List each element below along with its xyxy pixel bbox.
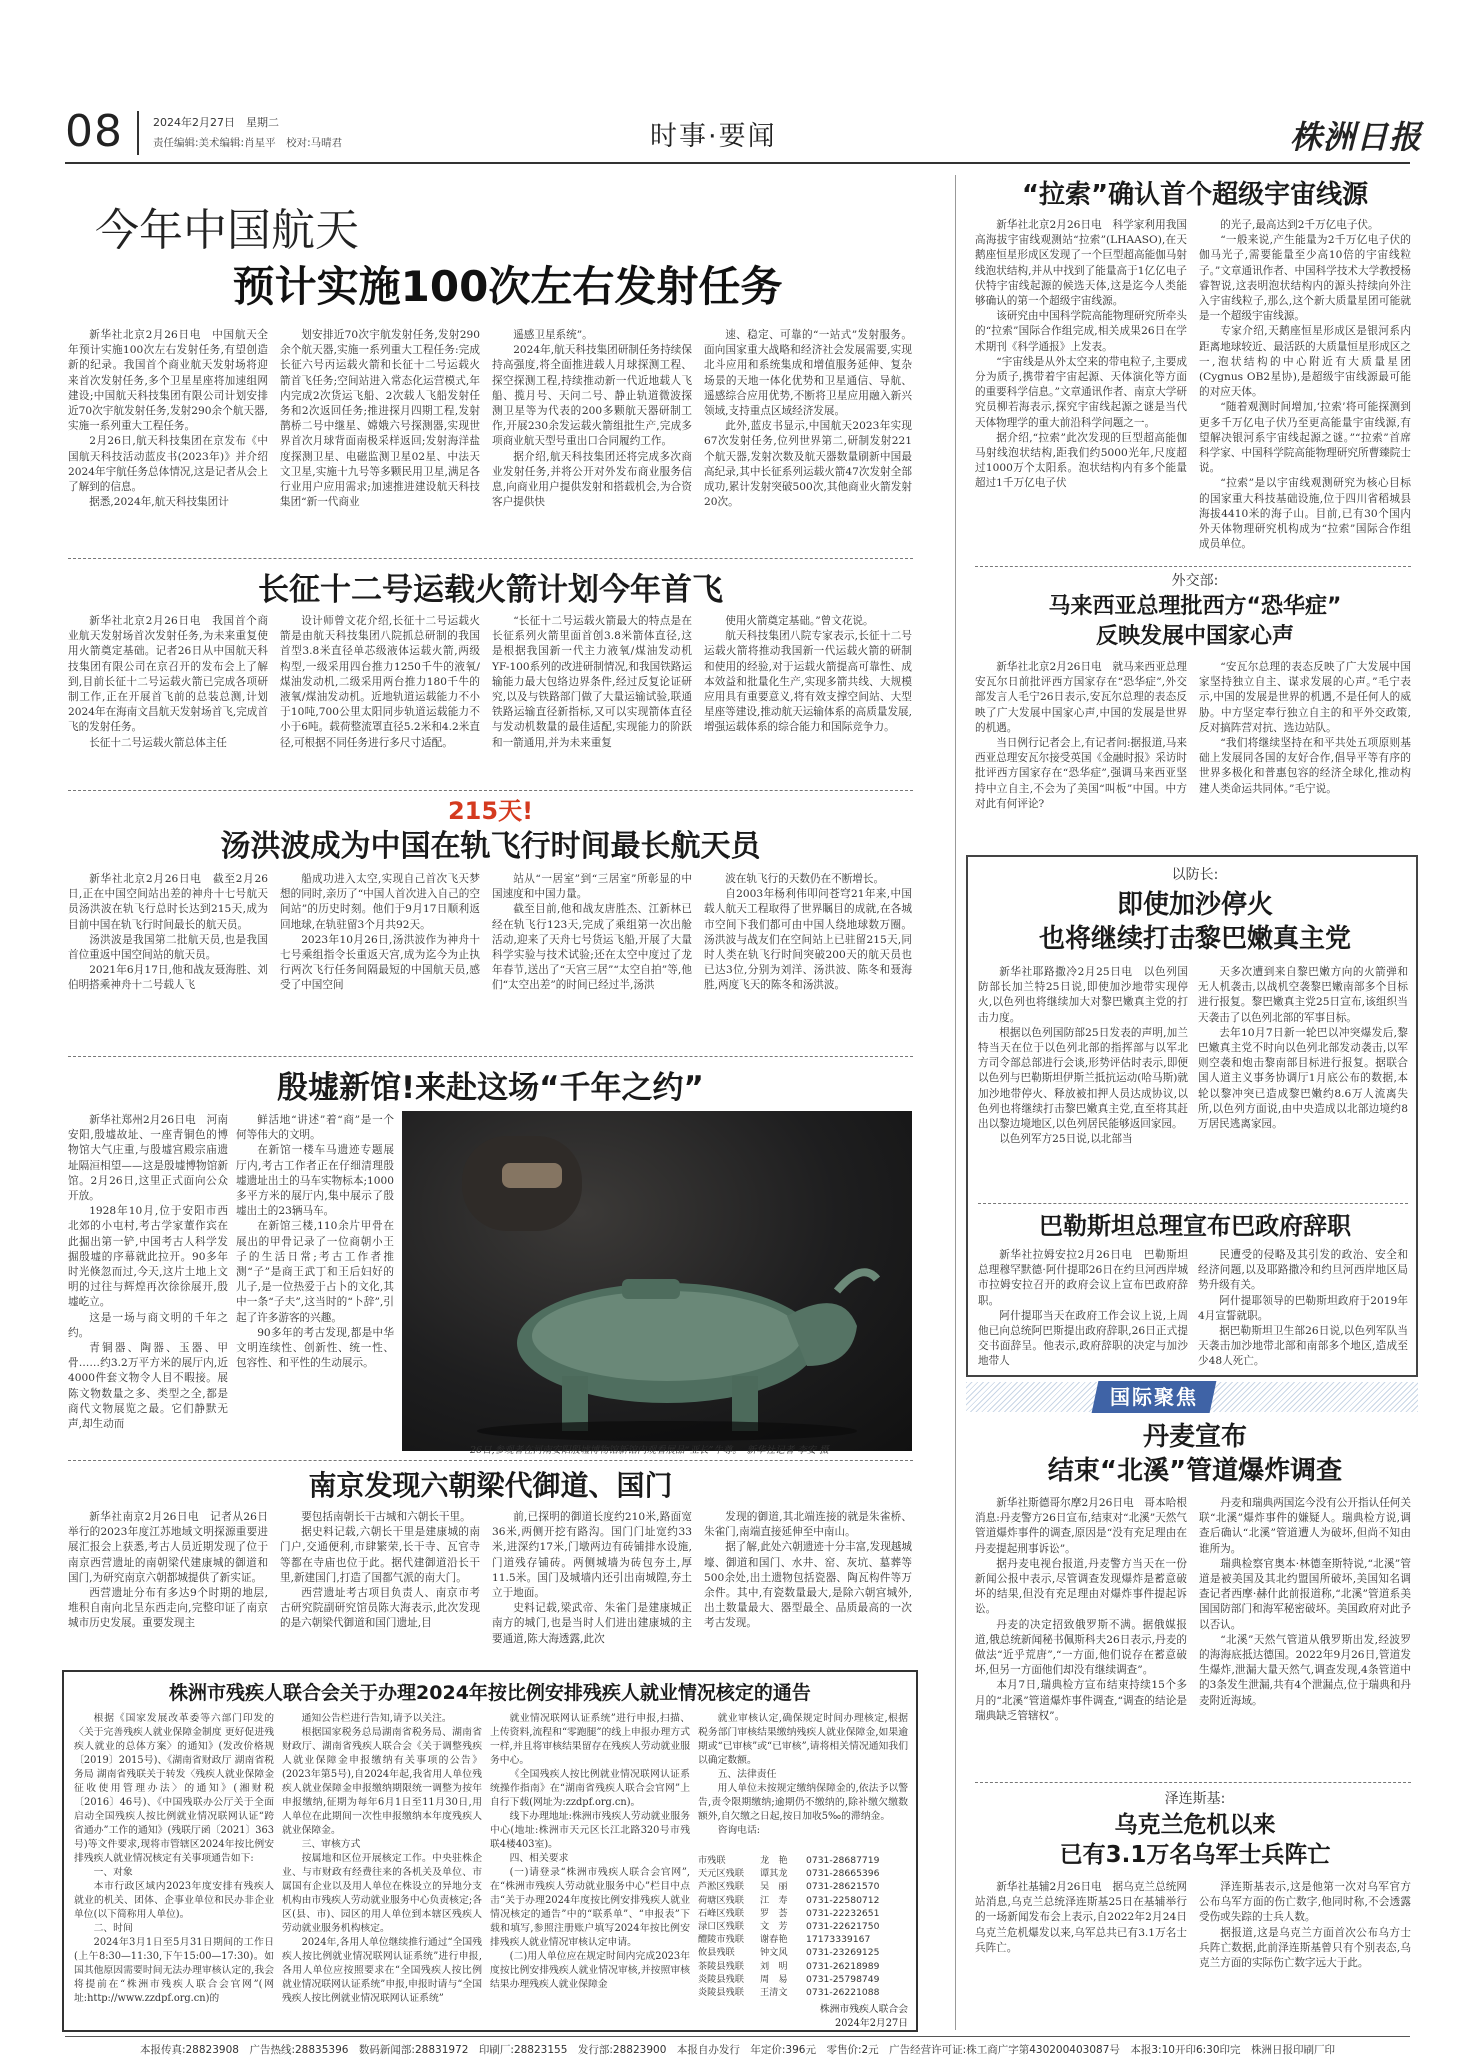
yinxu-title: 殷墟新馆!来赴这场“千年之约”	[277, 1070, 704, 1106]
malaysia-col-2: “安瓦尔总理的表态反映了广大发展中国家坚持独立自主、谋求发展的心声。”毛宁表示,中国的发展是世界的机遇,不是任何人的威胁。中方坚定奉行独立自主的和平外交政策,反对搞阵营对抗、选边站队。 “我们将继续坚持在和平共处五项原则基础上发展同各国的友好合作,倡导平等有序的世界多极化和普惠包容的经济全球化,推动构建人类命运共同体。”毛宁说。	[1199, 661, 1411, 795]
nanjing-title: 南京发现六朝梁代御道、国门	[308, 1469, 673, 1502]
contact-dept: 炎陵县残联	[698, 1987, 744, 1999]
tang-col-4: 波在轨飞行的天数仍在不断增长。 自2003年杨利伟叩问苍穹21年来,中国载人航天工程取得了世界瞩目的成就,在各城市空间下我们都可由中国人绕地球数万圈。汤洪波与战友们在空间站上已驻留215天,同时人类在轨飞行时间突破200天的航天员也已达3位,分别为刘洋、汤洪波、陈冬和聂海胜,两度飞天的陈冬和汤洪波。	[704, 873, 912, 992]
contact-row	[698, 1986, 908, 1999]
lebanon-col-1: 新华社耶路撒冷2月25日电 以色列国防部长加兰特25日说,即使加沙地带实现停火,以色列也将继续加大对黎巴嫩真主党的打击力度。 根据以色列国防部25日发表的声明,加兰特当天在位于以色列北部的指挥部与以军北方司令部总部进行会谈,形势评估时表示,即便以色列与巴勒斯坦伊斯兰抵抗运动(哈马斯)就加沙地带停火、释放被扣押人员达成协议,以色列也将继续打击黎巴嫩真主党,直至将其赶出以黎边境地区,以色列居民能够返回家园。 以色列军方25日说,以北部当	[978, 966, 1188, 1146]
space-col-4: 速、稳定、可靠的“一站式”发射服务。面向国家重大战略和经济社会发展需要,实现北斗应用和系统集成和增值服务延伸、复杂场景的天地一体化优势和卫星通信、导航、遥感综合应用优势,不断将卫星应用融入新兴领域,支持重点区域经济发展。 此外,蓝皮书显示,中国航天2023年实现67次发射任务,位列世界第二,研制发射221个航天器,发射次数及航天器数量刷新中国最高纪录,其中长征系列运载火箭47次发射全部成功,累计发射突破500次,其他商业火箭发射20次。	[704, 329, 912, 509]
yinxu-col-1: 新华社郑州2月26日电 河南安阳,殷墟故址、一座青铜色的博物馆大气庄重,与殷墟宫殿宗庙遗址隔洹相望——这是殷墟博物馆新馆。2月26日,这里正式面向公众开放。 1928年10月,位于安阳市西北郊的小屯村,考古学家董作宾在此掘出第一铲,中国考古人科学发掘殷墟的序幕就此拉开。90多年时光倏忽而过,今天,这片土地上文明的过往与辉煌再次徐徐展开,殷墟屹立。 这是一场与商文明的千年之约。 青铜器、陶器、玉器、甲骨……约3.2万平方米的展厅内,近4000件套文物令人目不暇接。展陈文物数量之多、类型之全,都是商代文物展览之最。它们静默无声,却生动而	[68, 1114, 228, 1431]
ukraine-col-2: 泽连斯基表示,这是他第一次对乌军官方公布乌军方面的伤亡数字,他同时称,不会透露受伤或失踪的士兵人数。 据报道,这是乌克兰方面首次公布乌方士兵阵亡数据,此前泽连斯基曾只有个别表态,乌克兰方面的实际伤亡数字远大于此。	[1199, 1881, 1411, 1970]
yinxu-caption: 26日,参观者在河南安阳殷墟博物馆新馆内观看展品“亚长”牛尊。 新华社记者 李安 摄	[470, 1445, 829, 1456]
contact-dept: 攸县残联	[698, 1947, 735, 1959]
contact-dept: 天元区残联	[698, 1868, 744, 1880]
lasso-col-1: 新华社北京2月26日电 科学家利用我国高海拔宇宙线观测站“拉索”(LHAASO),在天鹅座恒星形成区发现了一个巨型超高能伽马射线泡状结构,并从中找到了能量高于1亿亿电子伏特宇宙线起源的候选天体,这是迄今人类能够确认的第一个超级宇宙线源。 该研究由中国科学院高能物理研究所牵头的“拉索”国际合作组完成,相关成果26日在学术期刊《科学通报》上发表。 “宇宙线是从外太空来的带电粒子,主要成分为质子,携带着宇宙起源、天体演化等方面的重要科学信息。”文章通讯作者、南京大学研究员柳若海表示,探究宇宙线起源之谜是当代天体物理学的重大前沿科学问题之一。 据介绍,“拉索”此次发现的巨型超高能伽马射线泡状结构,距我们约5000光年,尺度超过1000万个太阳系。泡状结构内有多个能量超过1千万亿电子伏	[975, 219, 1187, 490]
space-col-3: 遥感卫星系统”。 2024年,航天科技集团研制任务持续保持高强度,将全面推进载人月球探测工程、探空探测工程,持续推动新一代近地载人飞船、揽月号、天问二号、静止轨道微波探测卫星等为代表的200多颗航天器研制工作,开展230余发运载火箭组批生产,完成多项商业航天型号重出口合同履约工作。 据介绍,航天科技集团还将完成多次商业发射任务,并将公开对外发布商业服务信息,向商业用户提供发射和搭载机会,为合资客户提供快	[492, 329, 692, 509]
divider	[975, 566, 1411, 567]
lm12-col-1: 新华社北京2月26日电 我国首个商业航天发射场首次发射任务,为未来重复使用火箭奠定基础。记者26日从中国航天科技集团有限公司在京召开的发布会上了解到,目前长征十二号运载火箭已完成各项研制工作,正在开展首飞前的总装总测,计划2024年在海南文昌航天发射场首飞,完成首飞的发射任务。 长征十二号运载火箭总体主任	[68, 615, 268, 749]
malaysia-title-1: 马来西亚总理批西方“恐华症”	[1048, 594, 1342, 619]
header-divider	[137, 111, 139, 155]
lebanon-kicker: 以防长:	[1171, 867, 1219, 883]
footer-rule	[65, 2036, 1410, 2037]
contact-name: 罗 荟	[760, 1907, 788, 1919]
contact-row	[698, 1880, 908, 1893]
contact-dept: 渌口区残联	[698, 1921, 744, 1933]
denmark-col-2: 丹麦和瑞典两国迄今没有公开指认任何关联“北溪”爆炸事件的嫌疑人。瑞典检方说,调查后确认“北溪”管道遭人为破坏,但尚不知由谁所为。 瑞典检察官奥本·林德奎斯特说,“北溪”管道是被美国及其北约盟国所破坏,美国知名调查记者西摩·赫什此前报道称,“北溪”管道系美国国防部门和海军秘密破坏。美国政府对此予以否认。 “北溪”天然气管道从俄罗斯出发,经波罗的海海底抵达德国。2022年9月26日,管道发生爆炸,泄漏大量天然气,调查发现,4条管道中的3条发生泄漏,共有4个泄漏点,位于瑞典和丹麦附近海域。	[1199, 1497, 1411, 1707]
contact-dept: 醴陵市残联	[698, 1934, 744, 1946]
header-date: 2024年2月27日 星期二	[153, 116, 279, 129]
contact-phone: 0731-25798749	[806, 1973, 880, 1985]
contact-dept: 茶陵县残联	[698, 1960, 744, 1972]
contact-phone: 0731-23269125	[806, 1947, 880, 1959]
contact-phone: 0731-22232651	[806, 1907, 880, 1919]
ukraine-title-1: 乌克兰危机以来	[1114, 1812, 1276, 1838]
contact-name: 周 易	[760, 1973, 788, 1985]
notice-signature: 株洲市残疾人联合会	[819, 2004, 908, 2016]
contact-phone: 0731-28621570	[806, 1881, 880, 1893]
tang-col-1: 新华社北京2月26日电 截至2月26日,正在中国空间站出差的神舟十七号航天员汤洪波在轨飞行总时长达到215天,成为目前中国在轨飞行时间最长的航天员。 汤洪波是我国第二批航天员,也是我国首位重返中国空间站的航天员。 2021年6月17日,他和战友聂海胜、刘伯明搭乘神舟十二号载人飞	[68, 873, 268, 992]
contact-row	[698, 1933, 908, 1946]
lasso-title: “拉索”确认首个超级宇宙线源	[1021, 180, 1369, 210]
ukraine-col-1: 新华社基辅2月26日电 据乌克兰总统网站消息,乌克兰总统泽连斯基25日在基辅举行的一场新闻发布会上表示,自2022年2月24日乌克兰危机爆发以来,乌军总共已有3.1万名士兵阵亡。	[975, 1881, 1187, 1954]
malaysia-kicker: 外交部:	[1171, 573, 1219, 589]
nanjing-col-1: 新华社南京2月26日电 记者从26日举行的2023年度江苏地域文明探源重要进展汇报会上获悉,考古人员近期发现了位于南京西营遗址的南朝梁代建康城的御道和国门,为研究南京六朝都城提供了新实证。 西营遗址分布有多达9个时期的地层,堆积自南向北呈东西走向,完整印证了南京城市历史发展。重要发现主	[68, 1511, 268, 1630]
contact-dept: 炎陵县残联	[698, 1973, 744, 1985]
notice-col-4-text: 就业审核认定,确保规定时间办理核定,根据税务部门审核结果缴纳残疾人就业保障金,如果逾期或“已审核”或“已审核”,请将相关情况通知我们以确定数额。 五、法律责任 用人单位未按规定缴纳保障金的,依法予以警告,责令限期缴纳;逾期仍不缴纳的,除补缴欠缴数额外,自欠缴之日起,按日加收5‰的滞纳金。 咨询电话:	[698, 1713, 908, 1836]
tang-title: 汤洪波成为中国在轨飞行时间最长航天员	[220, 829, 761, 864]
contact-name: 王清文	[760, 1987, 788, 1999]
header-rule	[65, 162, 1410, 164]
contact-name: 文 芳	[760, 1921, 788, 1933]
contact-phone: 0731-22621750	[806, 1921, 880, 1933]
denmark-title-1: 丹麦宣布	[1142, 1422, 1247, 1452]
space-title-1: 今年中国航天	[95, 205, 359, 256]
contact-row	[698, 1946, 908, 1959]
ukraine-kicker: 泽连斯基:	[1164, 1791, 1226, 1807]
contact-name: 吴 丽	[760, 1881, 788, 1893]
contact-row	[698, 1920, 908, 1933]
divider	[68, 790, 913, 791]
contact-dept: 芦淞区残联	[698, 1881, 744, 1893]
lebanon-title-2: 也将继续打击黎巴嫩真主党	[1038, 924, 1351, 954]
contact-phone: 17173339167	[806, 1934, 871, 1946]
header-editors: 责任编辑:美术编辑:肖星平 校对:马晴君	[153, 137, 343, 149]
yinxu-col-2: 鲜活地“讲述”着“商”是一个何等伟大的文明。 在新馆一楼车马遗迹专题展厅内,考古工作者正在仔细清理殷墟遗址出土的马车实物标本;1000多平方米的展厅内,集中展示了殷墟出土的23辆马车。 在新馆三楼,110余片甲骨在展出的甲骨记录了一位商朝小王子的生活日常;考古工作者推测“子”是商王武丁和王后妇好的儿子,是一位热爱于占卜的文化,其中一条“子夫”,这当时的“卜辞”,引起了许多游客的兴趣。 90多年的考古发现,都是中华文明连续性、创新性、统一性、包容性、和平性的生动展示。	[236, 1114, 394, 1370]
contact-row	[698, 1854, 908, 1867]
lm12-col-4: 使用火箭奠定基础。”曾文花说。 航天科技集团八院专家表示,长征十二号运载火箭将推动我国新一代运载火箭的研制和使用的经验,对于运载火箭提高可靠性、成本效益和批量化生产,实现多箭共线、大规模应用具有重要意义,将有效支撑空间站、大型星座等建设,推动航天运输体系的高质量发展,增强运载体系的综合能力和国际竞争力。	[704, 615, 912, 734]
palestine-col-1: 新华社拉姆安拉2月26日电 巴勒斯坦总理穆罕默德·阿什提耶26日在约旦河西岸城市拉姆安拉召开的政府会议上宣布巴政府辞职。 阿什提耶当天在政府工作会议上说,上周他已向总统阿巴斯提出政府辞职,26日正式提交书面辞呈。他表示,政府辞职的决定与加沙地带人	[978, 1249, 1188, 1368]
contact-phone: 0731-28687719	[806, 1855, 880, 1866]
divider	[68, 1056, 913, 1057]
lebanon-col-2: 天多次遭到来自黎巴嫩方向的火箭弹和无人机袭击,以战机空袭黎巴嫩南部多个目标进行报复。黎巴嫩真主党25日宣布,该组织当天袭击了以色列北部的军事目标。 去年10月7日新一轮巴以冲突爆发后,黎巴嫩真主党不时向以色列北部发动袭击,以军则空袭和炮击黎南部目标进行报复。据联合国人道主义事务协调厅1月底公布的数据,本轮以黎冲突已造成黎巴嫩约8.6万人流离失所,以色列方面说,由中央造成以北部边境约8万居民逃离家园。	[1198, 966, 1408, 1131]
nanjing-col-3: 前,已探明的御道长度约210米,路面宽36米,两侧开挖有路沟。国门门址宽约33米,进深约17米,门墩两边有砖铺排水设施,门道残存铺砖。两侧城墙为砖包夯土,厚11.5米。国门及城墙内还引出南城隍,夯土立于地面。 史料记载,梁武帝、朱雀门是建康城正南方的城门,也是当时人们进出建康城的主要通道,陈大海透露,此次	[492, 1511, 692, 1645]
malaysia-col-1: 新华社北京2月26日电 就马来西亚总理安瓦尔日前批评西方国家存在“恐华症”,外交部发言人毛宁26日表示,安瓦尔总理的表态反映了广大发展中国家心声,中国的发展是世界的机遇。 当日例行记者会上,有记者问:据报道,马来西亚总理安瓦尔接受英国《金融时报》采访时批评西方国家存在“恐华症”,强调马来西亚坚持中立自主,不会为了美国“叫板”中国。中方对此有何评论?	[975, 661, 1187, 810]
nanjing-col-4: 发现的御道,其北端连接的就是朱雀桥、朱雀门,南端直接延伸至中南山。 据了解,此处六朝遗迹十分丰富,发现越城壕、御道和国门、水井、窑、灰坑、墓葬等500余处,出土遗物包括瓷器、陶瓦构件等万余件。其中,有瓷数量最大,是除六朝宫城外,出土数量最大、器型最全、品质最高的一次考古发现。	[704, 1511, 912, 1630]
notice-title: 株洲市残疾人联合会关于办理2024年按比例安排残疾人就业情况核定的通告	[169, 1682, 811, 1704]
column-divider	[955, 175, 956, 2030]
denmark-col-1: 新华社斯德哥尔摩2月26日电 哥本哈根消息:丹麦警方26日宣布,结束对“北溪”天然气管道爆炸事件的调查,原因是“没有充足理由在丹麦提起刑事诉讼”。 据丹麦电视台报道,丹麦警方当天在一份新闻公报中表示,尽管调查发现爆炸是蓄意破坏的结果,但没有充足理由对爆炸事件提起诉讼。 丹麦的决定招致俄罗斯不满。据俄媒报道,俄总统新闻秘书佩斯科夫26日表示,丹麦的做法“近乎荒唐”,“一方面,他们说存在蓄意破坏,但另一方面他们却没有继续调查”。 本月7日,瑞典检方宣布结束持续15个多月的“北溪”管道爆炸事件调查,“调查的结论是瑞典缺乏管辖权”。	[975, 1497, 1187, 1722]
contact-phone: 0731-22580712	[806, 1894, 880, 1906]
denmark-title-2: 结束“北溪”管道爆炸调查	[1047, 1456, 1343, 1486]
lebanon-title-1: 即使加沙停火	[1116, 890, 1273, 920]
lasso-col-2: 的光子,最高达到2千万亿电子伏。 “一般来说,产生能量为2千万亿电子伏的伽马光子,需要能量至少高10倍的宇宙线粒子。”文章通讯作者、中国科学技术大学教授杨睿智说,这表明泡状结构内的源头持续向外注入宇宙线粒子,那么,这个新大质量星团可能就是一个超级宇宙线源。 专家介绍,天鹅座恒星形成区是银河系内距离地球较近、最活跃的大质量恒星形成区之一,泡状结构的中心附近有大质量星团(Cygnus OB2星协),是超级宇宙线源最可能的对应天体。 “随着观测时间增加,‘拉索’将可能探测到更多千万亿电子伏乃至更高能量宇宙线源,有望解决银河系宇宙线起源之谜。”“拉索”首席科学家、中国科学院高能物理研究所曹臻院士说。 “拉索”是以宇宙线观测研究为核心目标的国家重大科技基础设施,位于四川省稻城县海拔4410米的海子山。目前,已有30个国内外天体物理研究机构成为“拉索”国际合作组成员单位。	[1199, 219, 1411, 551]
contact-name: 谭其龙	[760, 1868, 788, 1880]
paper-logo: 株洲日报	[1290, 118, 1423, 156]
contact-name: 龙 艳	[760, 1855, 788, 1866]
contact-dept: 荷塘区残联	[698, 1894, 744, 1906]
contact-name: 江 寿	[760, 1894, 788, 1906]
contact-phone: 0731-28665396	[806, 1868, 880, 1880]
contact-phone: 0731-26218989	[806, 1960, 880, 1972]
page-number: 08	[65, 106, 123, 157]
intl-focus-text: 国际聚焦	[1110, 1385, 1198, 1409]
lm12-col-2: 设计师曾文花介绍,长征十二号运载火箭是由航天科技集团八院抓总研制的我国首型3.8米直径单芯级液体运载火箭,两级构型,一级采用四台推力1250千牛的液氧/煤油发动机,二级采用两台推力180千牛的液氧/煤油发动机。近地轨道运载能力不小于10吨,700公里太阳同步轨道运载能力不小于6吨。载荷整流罩直径5.2米和4.2米直径,可根据不同任务进行多尺寸适配。	[280, 615, 480, 749]
contact-name: 钟文风	[760, 1947, 788, 1959]
space-title-2: 预计实施100次左右发射任务	[232, 262, 783, 311]
lm12-title: 长征十二号运载火箭计划今年首飞	[258, 572, 723, 608]
tang-kicker: 215天!	[447, 797, 534, 825]
notice-date: 2024年2月27日	[834, 2018, 908, 2028]
contact-row	[698, 1960, 908, 1973]
section-title: 时事·要闻	[650, 121, 777, 152]
notice-col-1: 根据《国家发展改革委等六部门印发的〈关于完善残疾人就业保障金制度 更好促进残疾人就业的总体方案〉的通知》(发改价格规〔2019〕2015号)、《湖南省财政厅 湖南省税务局 湖南省残联关于转发〈残疾人就业保障金征收使用管理办法〉的通知》(湘财税〔2016〕46号)、《中国残联办公厅关于全面启动全国残疾人按比例就业情况联网认证“跨省通办”工作的通知》(残联厅函〔2021〕363号)等文件要求,现将市管辖区2024年按比例安排残疾人就业情况核定有关事项通告如下: 一、对象 本市行政区域内2023年度安排有残疾人就业的机关、团体、企事业单位和民办非企业单位(以下简称用人单位)。 二、时间 2024年3月1日至5月31日期间的工作日(上午8:30—11:30,下午15:00—17:30)。如国其他原因需要时间无法办理审核认定的,我会将提前在“株洲市残疾人联合会官网”(网址:http://www.zzdpf.org.cn)的	[74, 1713, 274, 2004]
contact-row	[698, 1867, 908, 1880]
divider	[68, 1460, 913, 1461]
notice-col-3: 就业情况联网认证系统”进行申报,扫描、上传资料,流程和“零跑腿”的线上申报办理方式一样,并且将审核结果留存在残疾人劳动就业服务中心。 《全国残疾人按比例就业情况联网认证系统操作指南》在“湖南省残疾人联合会官网”上自行下载(网址为:zzdpf.org.cn)。 线下办理地址:株洲市残疾人劳动就业服务中心(地址:株洲市天元区长江北路320号市残联4楼403室)。 四、相关要求 (一)请登录“株洲市残疾人联合会官网”,在“株洲市残疾人劳动就业服务中心”栏目中点击“关于办理2024年度按比例安排残疾人就业情况核定的通告”中的“联系单”、“申报表”下载和填写,参照注册账户填写2024年按比例安排残疾人就业情况审核认定申请。 (二)用人单位应在规定时间内完成2023年度按比例安排残疾人就业情况审核,并按照审核结果办理残疾人就业保障金	[490, 1713, 690, 1990]
nanjing-col-2: 要包括南朝长干古城和六朝长干里。 据史料记载,六朝长干里是建康城的南门户,交通便利,市肆繁荣,长干寺、瓦官寺等都在寺庙也位于此。据代建御道沿长干里,新建国门,打造了国都气派的南大门。 西营遗址考古项目负责人、南京市考古研究院副研究馆员陈大海表示,此次发现的是六朝梁代御道和国门遗址,目	[280, 1511, 480, 1630]
space-col-2: 划安排近70次宇航发射任务,发射290余个航天器,实施一系列重大工程任务:完成长征六号丙运载火箭和长征十二号运载火箭首飞任务;空间站进入常态化运营模式,年内完成2次货运飞船、2次载人飞船发射任务和2次返回任务;推进探月四期工程,发射鹊桥二号中继星、嫦娥六号探测器,实现世界首次月球背面南极采样返回;发射海洋盐度探测卫星、电磁监测卫星02星、中法天文卫星,实施十九号等多颗民用卫星,满足各行业用户应用需求;加速推进建设航天科技集团“新一代商业	[280, 329, 480, 509]
contact-phone: 0731-26221088	[806, 1987, 880, 1999]
tang-col-3: 站从“一居室”到“三居室”所彰显的中国速度和中国力量。 截至目前,他和战友唐胜杰、江新林已经在轨飞行123天,完成了乘组第一次出舱活动,迎来了天舟七号货运飞船,开展了大量科学实验与技术试验;还在太空中度过了龙年春节,送出了“天宫三居”“太空自拍”等,他们“太空出差”的时间已经过半,汤洪	[492, 873, 692, 992]
yinxu-photo	[402, 1111, 912, 1451]
contact-list	[698, 1854, 908, 1999]
contact-dept: 石峰区残联	[698, 1907, 744, 1919]
ox-zun-bronze-image	[402, 1111, 912, 1451]
contact-dept: 市残联	[698, 1855, 726, 1866]
divider	[975, 1782, 1411, 1783]
contact-row	[698, 1907, 908, 1920]
palestine-col-2: 民遭受的侵略及其引发的政治、安全和经济问题,以及耶路撒冷和约旦河西岸地区局势升级有关。 阿什提耶领导的巴勒斯坦政府于2019年4月宣誓就职。 据巴勒斯坦卫生部26日说,以色列军队当天袭击加沙地带北部和南部多个地区,造成至少48人死亡。	[1198, 1249, 1408, 1368]
notice-col-2: 通知公告栏进行告知,请予以关注。 根据国家税务总局湖南省税务局、湖南省财政厅、湖南省残疾人联合会《关于调整残疾人就业保障金申报缴纳有关事项的公告》(2023年第5号),自2024年起,我省用人单位残疾人就业保障金申报缴纳期限统一调整为按年申报缴纳,征期为每年6月1日至11月30日,用人单位在此期间一次性申报缴纳本年度残疾人就业保障金。 三、审核方式 按属地和区位开展核定工作。中央驻株企业、与市财政有经费往来的各机关及单位、市属国有企业以及用人单位在株设立的异地分支机构由市残疾人劳动就业服务中心负责核定;各区(县、市)、园区的用人单位到本辖区残疾人劳动就业服务机构核定。 2024年,各用人单位继续推行通过“全国残疾人按比例就业情况联网认证系统”进行申报,各用人单位应按照要求在“全国残疾人按比例就业情况联网认证系统”申报,申报时请与“全国残疾人按比例就业情况联网认证系统”	[282, 1713, 482, 2004]
space-col-1: 新华社北京2月26日电 中国航天全年预计实施100次左右发射任务,有望创造新的纪录。我国首个商业航天发射场将迎来首次发射任务,多个卫星星座将加速组网建设;中国航天科技集团有限公司计划安排近70次宇航发射任务,发射290余个航天器,实施一系列重大工程任务。 2月26日,航天科技集团在京发布《中国航天科技活动蓝皮书(2023年)》并介绍2024年宇航任务总体情况,这是记者从会上了解到的信息。 据悉,2024年,航天科技集团计	[68, 329, 268, 509]
divider	[978, 1203, 1408, 1204]
contact-name: 谢春艳	[760, 1934, 788, 1946]
notice-col-4	[698, 1712, 908, 2028]
contact-name: 刘 明	[760, 1960, 788, 1972]
contact-row	[698, 1973, 908, 1986]
divider	[68, 558, 913, 559]
contact-row	[698, 1894, 908, 1907]
footer-info: 本报传真:28823908 广告热线:28835396 数码新闻部:28831972 印刷厂:28823155 发行部:28823900 本报自办发行 年定价:396元 零售价:2元 广告经营许可证:株工商广字第430200403087号 本报3:10开印6:30印完 株洲日报印刷厂印	[139, 2044, 1336, 2056]
lm12-col-3: “长征十二号运载火箭最大的特点是在长征系列火箭里面首创3.8米箭体直径,这是根据我国新一代主力液氧/煤油发动机YF-100系列的改进研制情况,和我国铁路运输能力最大包络边界条件,经过反复论证研究,以及与铁路部门做了大量运输试验,联通铁路运输直径新指标,又可以实现箭体直径与发动机数量的最佳适配,实现能力的阶跃和一箭通用,并为未来重复	[492, 615, 692, 749]
palestine-title: 巴勒斯坦总理宣布巴政府辞职	[1039, 1212, 1351, 1240]
malaysia-title-2: 反映发展中国家心声	[1095, 624, 1294, 649]
tang-col-2: 船成功进入太空,实现自己首次飞天梦想的同时,亲历了“中国人首次进入自己的空间站”的历史时刻。他们于9月17日顺利返回地球,在轨驻留3个月共92天。 2023年10月26日,汤洪波作为神舟十七号乘组指令长重返天宫,成为迄今为止执行两次飞行任务间隔最短的中国航天员,感受了中国空间	[280, 873, 480, 992]
ukraine-title-2: 已有3.1万名乌军士兵阵亡	[1059, 1842, 1331, 1868]
